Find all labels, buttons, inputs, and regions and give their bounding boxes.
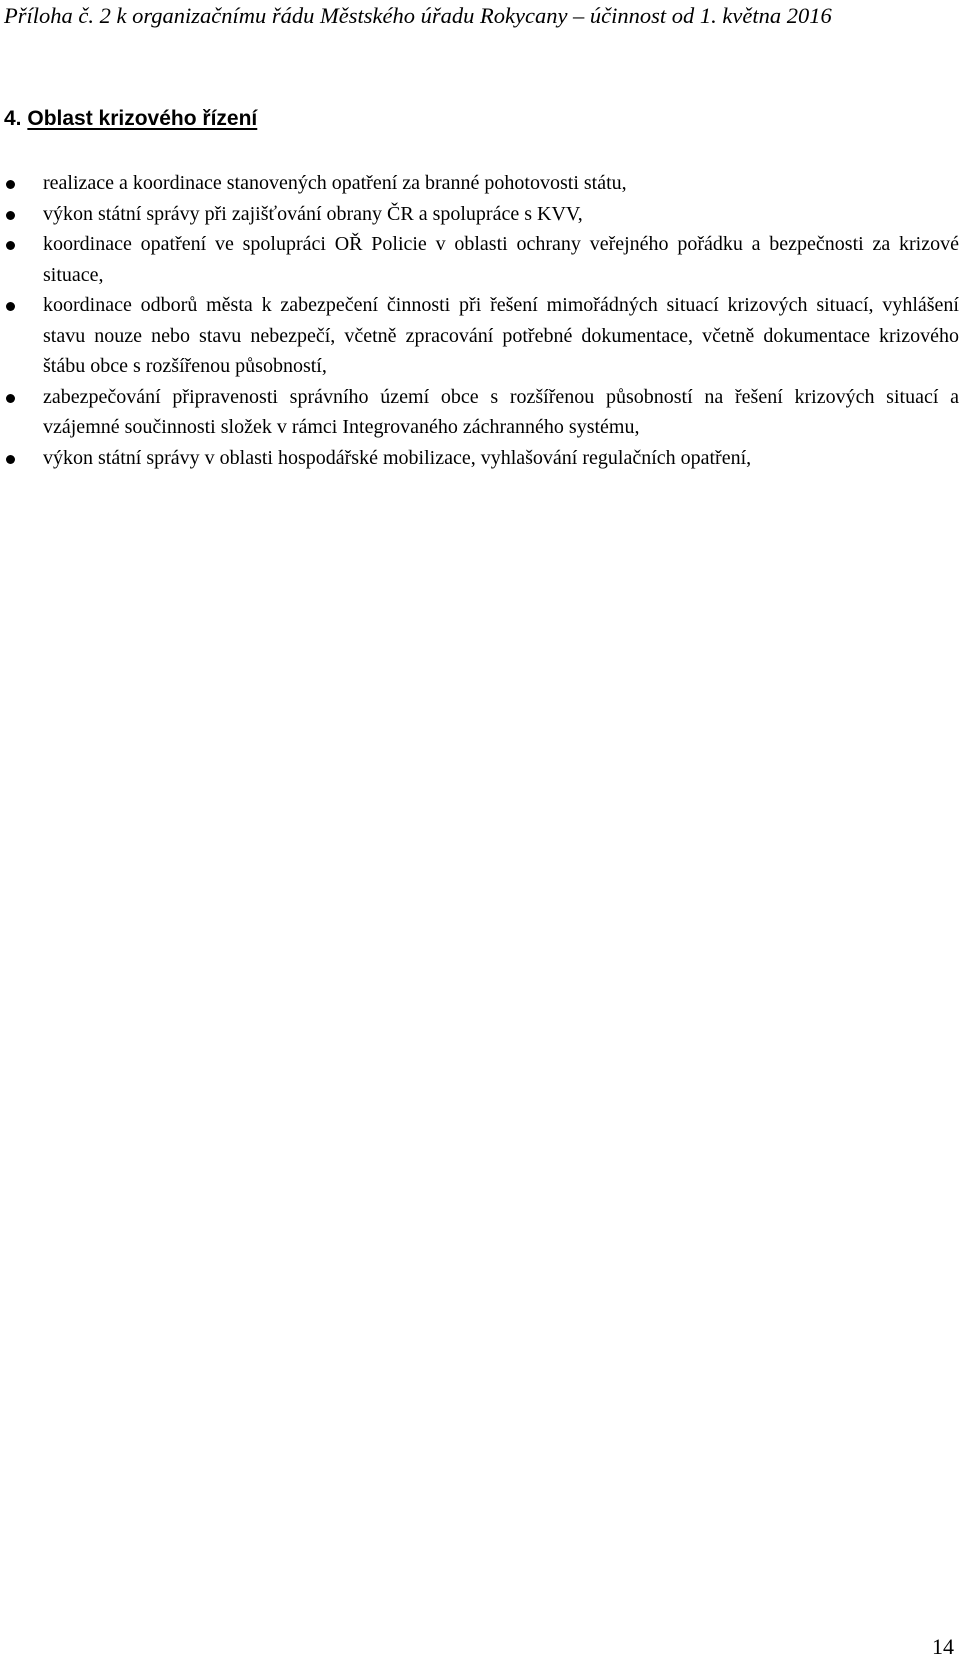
list-item xyxy=(0,229,960,290)
bullet-icon xyxy=(6,302,15,311)
bullet-icon xyxy=(6,394,15,403)
list-item-text: realizace a koordinace stanovených opatření za branné pohotovosti státu, xyxy=(43,172,627,194)
page-number: 14 xyxy=(932,1634,954,1659)
bullet-list xyxy=(0,168,960,473)
page-header: Příloha č. 2 k organizačnímu řádu Městského úřadu Rokycany – účinnost od 1. května 2016 xyxy=(4,3,832,28)
list-item-text: výkon státní správy v oblasti hospodářské mobilizace, vyhlašování regulačních opatření, xyxy=(43,446,752,469)
bullet-icon xyxy=(6,455,15,464)
list-item xyxy=(0,443,960,474)
list-item-text: koordinace opatření ve spolupráci OŘ Policie v oblasti ochrany veřejného pořádku a bezpečnosti za krizové situace, xyxy=(43,233,959,286)
list-item xyxy=(0,168,960,199)
bullet-icon xyxy=(6,241,15,250)
list-item-text: výkon státní správy při zajišťování obrany ČR a spolupráce s KVV, xyxy=(43,202,583,225)
list-item-text: koordinace odborů města k zabezpečení činnosti při řešení mimořádných situací krizových situací, vyhlášení stavu nouze nebo stavu nebezpečí, včetně zpracování potřebné dokumentace, včetně dokumentace krizového štábu obce s rozšířenou působností, xyxy=(43,294,959,377)
bullet-icon xyxy=(6,211,15,220)
section-number: 4. xyxy=(4,107,22,130)
list-item xyxy=(0,382,960,443)
bullet-icon xyxy=(6,180,15,189)
list-item xyxy=(0,199,960,230)
list-item xyxy=(0,290,960,382)
section-heading xyxy=(4,106,257,132)
section-title: Oblast krizového řízení xyxy=(27,107,258,130)
list-item-text: zabezpečování připravenosti správního území obce s rozšířenou působností na řešení krizových situací a vzájemné součinnosti složek v rámci Integrovaného záchranného systému, xyxy=(43,385,959,438)
